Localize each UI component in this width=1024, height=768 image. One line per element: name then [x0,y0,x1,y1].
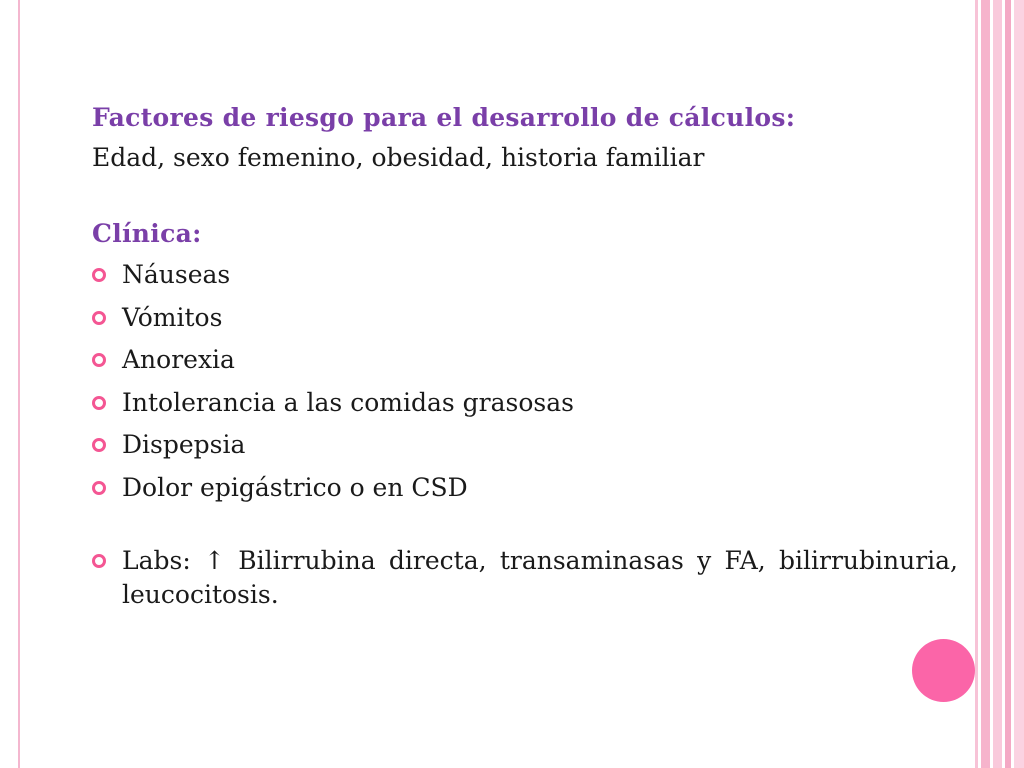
clinic-list [92,254,958,509]
clinic-heading: Clínica: [92,219,202,248]
list-item [92,254,958,297]
hollow-circle-bullet-icon [92,554,106,568]
list-item [92,297,958,340]
risk-heading: Factores de riesgo para el desarrollo de cálculos: [92,103,796,132]
right-stripe [1014,0,1024,768]
pink-circle-decoration [912,639,975,702]
list-item-label: Anorexia [122,345,235,374]
list-item-label: Dolor epigástrico o en CSD [122,472,468,502]
labs-item [92,544,958,612]
slide-content [92,98,958,612]
right-stripe [975,0,978,768]
list-item [92,424,958,467]
list-item [92,382,958,425]
hollow-circle-bullet-icon [92,481,106,495]
right-stripe [1005,0,1011,768]
list-item-label: Náuseas [122,260,231,289]
list-item-label: Dispepsia [122,430,246,459]
list-item [92,339,958,382]
right-stripe [993,0,1002,768]
hollow-circle-bullet-icon [92,438,106,452]
hollow-circle-bullet-icon [92,268,106,282]
right-stripe [981,0,990,768]
labs-text: Labs: ↑ Bilirrubina directa, transaminasas y FA, bilirrubinuria, leucocitosis. [122,546,958,609]
hollow-circle-bullet-icon [92,311,106,325]
list-item-label: Vómitos [122,302,223,332]
list-item-label: Intolerancia a las comidas grasosas [122,387,574,417]
left-frame-line [18,0,20,768]
list-item [92,467,958,510]
risk-text: Edad, sexo femenino, obesidad, historia familiar [92,143,705,172]
hollow-circle-bullet-icon [92,353,106,367]
hollow-circle-bullet-icon [92,396,106,410]
